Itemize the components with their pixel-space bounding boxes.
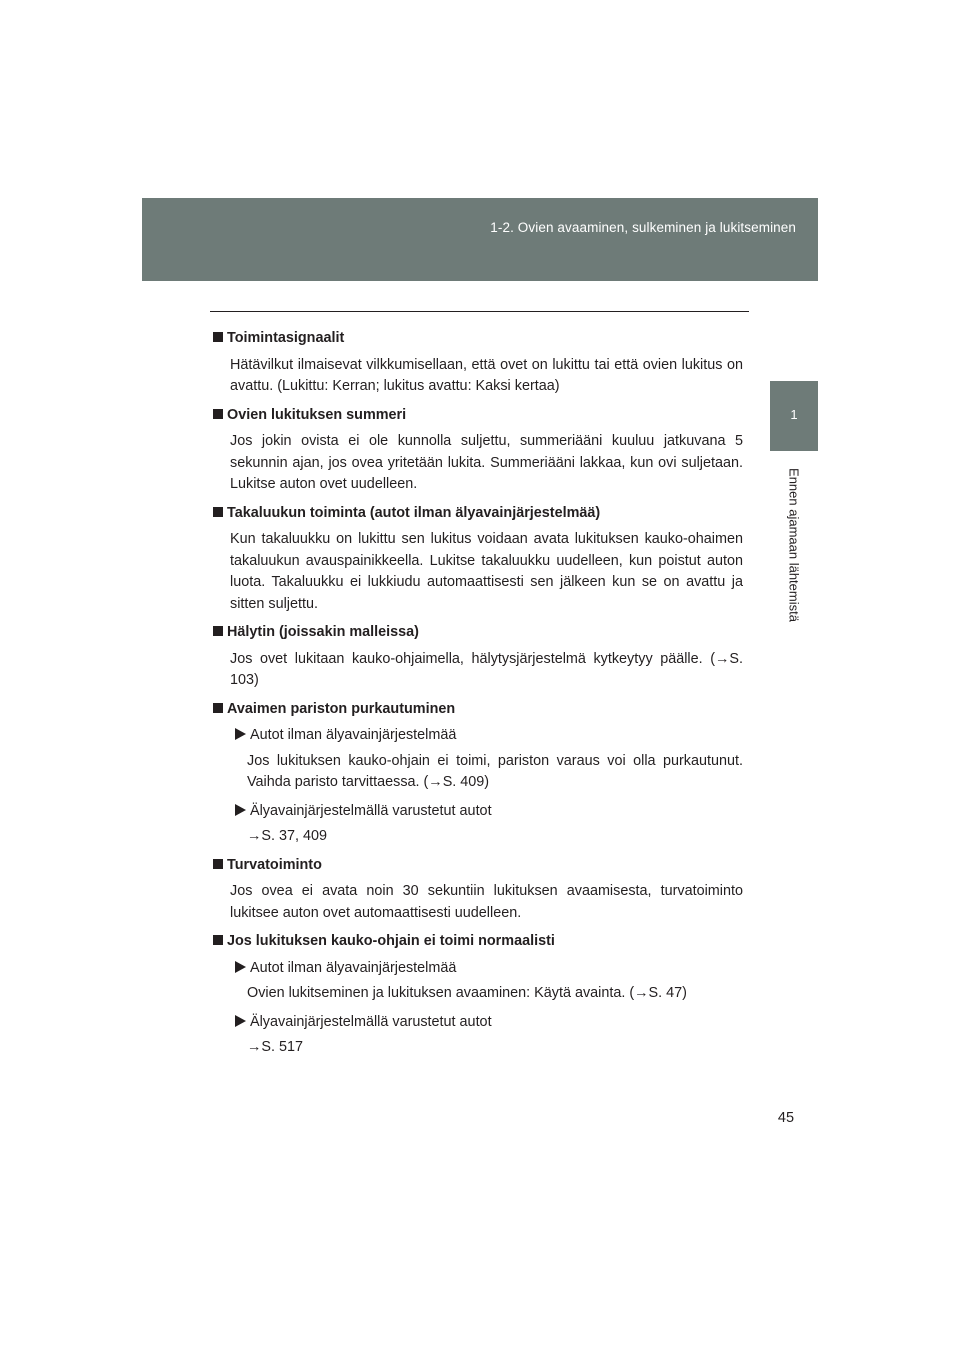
square-bullet-icon [213,332,223,342]
triangle-bullet-icon [235,804,246,816]
subsection [235,958,743,1005]
section-heading: Ovien lukituksen summeri [213,405,743,427]
section-halytin [213,622,743,692]
chapter-side-label: Ennen ajamaan lähtemistä [786,468,802,622]
subsection-title: Älyavainjärjestelmällä varustetut autot [235,801,743,823]
section-turvatoiminto [213,855,743,925]
subsection [235,725,743,794]
square-bullet-icon [213,626,223,636]
square-bullet-icon [213,859,223,869]
section-text: Jos ovet lukitaan kauko-ohjaimella, hälytysjärjestelmä kytkeytyy päälle. (→S. 103) [230,650,743,688]
square-bullet-icon [213,507,223,517]
triangle-bullet-icon [235,1015,246,1027]
subsection-text: →S. 517 [247,1039,303,1055]
section-text: Jos jokin ovista ei ole kunnolla suljettu, summeriääni kuuluu jatkuvana 5 sekunnin ajan, jos ovea yritetään lukita. Summeriääni lakkaa, kun ovi suljetaan. Lukitse auton ovet uudelleen. [230,433,743,492]
section-avaimen-pariston-purkautuminen [213,699,743,848]
square-bullet-icon [213,703,223,713]
triangle-bullet-icon [235,961,246,973]
section-heading: Avaimen pariston purkautuminen [213,699,743,721]
subsection-title: Autot ilman älyavainjärjestelmää [235,725,743,747]
chapter-header-band [142,198,818,281]
section-heading: Takaluukun toiminta (autot ilman älyavainjärjestelmää) [213,503,743,525]
subsection-text: Ovien lukitseminen ja lukituksen avaaminen: Käytä avainta. (→S. 47) [247,985,687,1001]
section-heading: Toimintasignaalit [213,328,743,350]
section-text: Jos ovea ei avata noin 30 sekuntiin lukituksen avaamisesta, turvatoiminto lukitsee auton ovet automaattisesti uudelleen. [230,883,743,921]
section-ovien-lukituksen-summeri [213,405,743,496]
triangle-bullet-icon [235,728,246,740]
subsection-title: Autot ilman älyavainjärjestelmää [235,958,743,980]
section-kauko-ohjain-ei-toimi [213,931,743,1059]
subsection-title: Älyavainjärjestelmällä varustetut autot [235,1012,743,1034]
section-heading: Jos lukituksen kauko-ohjain ei toimi normaalisti [213,931,743,953]
chapter-tab [770,381,818,451]
subsection-text: →S. 37, 409 [247,828,327,844]
section-heading: Turvatoiminto [213,855,743,877]
section-text: Kun takaluukku on lukittu sen lukitus voidaan avata lukituksen kauko-ohaimen takaluukun avauspainikkeella. Lukitse takaluukku uudelleen, kun poistut auton luota. Takaluukku ei lukkiudu automaattisesti sen jälkeen kun se on avattu ja sitten suljettu. [230,531,743,612]
section-toimintasignaalit [213,328,743,398]
subsection-text: Jos lukituksen kauko-ohjain ei toimi, pariston varaus voi olla purkautunut. Vaihda paristo tarvittaessa. (→S. 409) [247,752,743,790]
subsection [235,1012,743,1059]
section-heading: Hälytin (joissakin malleissa) [213,622,743,644]
page-number: 45 [777,1110,795,1126]
square-bullet-icon [213,935,223,945]
section-takaluukun-toiminta [213,503,743,616]
section-text: Hätävilkut ilmaisevat vilkkumisellaan, että ovet on lukittu tai että ovien lukitus on avattu. (Lukittu: Kerran; lukitus avattu: Kaksi kertaa) [230,356,743,394]
chapter-tab-number: 1 [790,407,798,422]
subsection [235,801,743,848]
page-content [213,328,743,1066]
square-bullet-icon [213,409,223,419]
chapter-title: 1-2. Ovien avaaminen, sulkeminen ja lukitseminen [490,220,796,235]
top-divider [210,311,749,312]
